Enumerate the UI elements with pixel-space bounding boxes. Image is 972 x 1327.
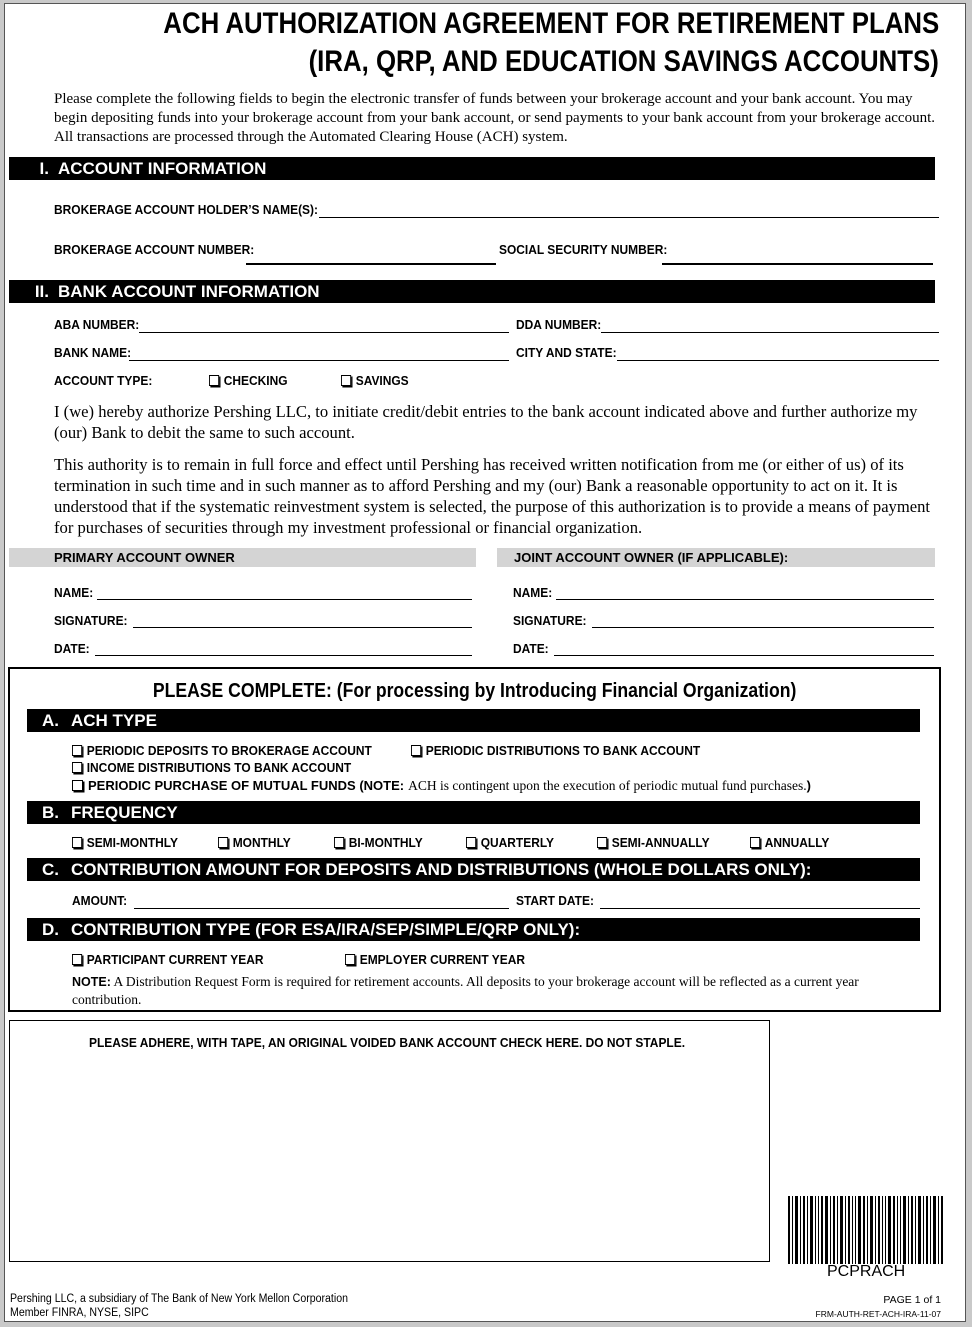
contribution-type-header <box>27 918 920 941</box>
ssn-label: SOCIAL SECURITY NUMBER: <box>499 242 668 257</box>
option-label: SEMI-MONTHLY <box>86 835 178 850</box>
barcode <box>788 1196 945 1264</box>
contribution-amount-header <box>27 858 920 881</box>
ach-type-header <box>27 709 920 732</box>
checkbox[interactable] <box>72 745 82 756</box>
joint-date-field[interactable] <box>554 655 934 656</box>
note-close-paren: ) <box>806 778 812 793</box>
city-state-field[interactable] <box>617 360 939 361</box>
amount-label: AMOUNT: <box>72 893 128 908</box>
start-date-label: START DATE: <box>516 893 594 908</box>
option-employer-current-year[interactable] <box>345 952 525 968</box>
account-number-label: BROKERAGE ACCOUNT NUMBER: <box>54 242 255 257</box>
section-title: CONTRIBUTION TYPE (FOR ESA/IRA/SEP/SIMPLE/QRP ONLY): <box>71 920 581 939</box>
distribution-note <box>72 973 928 1008</box>
section-number: II. <box>34 282 49 301</box>
account-type-label: ACCOUNT TYPE: <box>54 373 153 388</box>
authority-paragraph: This authority is to remain in full force and effect until Pershing has received written notification from me (or either of us) of its termination in such time and in such manner as to afford Pershing and my (our) Bank a reasonable opportunity to act on it. It is understood that if the systematic reinvestment system is selected, the purpose of this authorization is to provide a means of payment for purchases of securities through my investment professional or financial organization. <box>54 455 931 537</box>
joint-signature-field[interactable] <box>592 627 934 628</box>
voided-check-instruction: PLEASE ADHERE, WITH TAPE, AN ORIGINAL VOIDED BANK ACCOUNT CHECK HERE. DO NOT STAPLE. <box>89 1035 686 1050</box>
account-number-field[interactable] <box>246 263 496 265</box>
option-bi-monthly[interactable] <box>334 835 423 851</box>
note-text: A Distribution Request Form is required for retirement accounts. All deposits to your brokerage account will be reflected as a current year contribution. <box>72 974 859 1007</box>
option-monthly[interactable] <box>218 835 291 851</box>
barcode-graphic <box>788 1196 945 1264</box>
option-semi-annually[interactable] <box>597 835 710 851</box>
option-label: ANNUALLY <box>764 835 830 850</box>
savings-option[interactable] <box>341 373 409 389</box>
option-label: PARTICIPANT CURRENT YEAR <box>86 952 264 967</box>
option-periodic-purchase[interactable] <box>72 777 811 795</box>
footer-company: Pershing LLC, a subsidiary of The Bank of New York Mellon Corporation <box>10 1293 348 1305</box>
section-title: FREQUENCY <box>71 803 178 822</box>
option-annually[interactable] <box>750 835 829 851</box>
checkbox[interactable] <box>411 745 421 756</box>
bank-name-label: BANK NAME: <box>54 345 132 360</box>
option-label: MONTHLY <box>232 835 291 850</box>
checkbox[interactable] <box>341 375 351 386</box>
checkbox[interactable] <box>345 954 355 965</box>
please-complete-subtitle: (For processing by Introducing Financial Organization) <box>336 680 797 702</box>
note-text: ACH is contingent upon the execution of periodic mutual fund purchases. <box>408 778 807 793</box>
checkbox[interactable] <box>334 837 344 848</box>
section-title: BANK ACCOUNT INFORMATION <box>58 282 320 301</box>
voided-check-area[interactable] <box>9 1020 770 1262</box>
joint-owner-header: JOINT ACCOUNT OWNER (IF APPLICABLE): <box>497 548 935 567</box>
intro-paragraph: Please complete the following fields to begin the electronic transfer of funds between your brokerage account and your bank account. You may begin depositing funds into your brokerage account from your bank account, or send payments to your bank account from your brokerage account. All transactions are processed through the Automated Clearing House (ACH) system. <box>54 91 935 145</box>
checkbox[interactable] <box>209 375 219 386</box>
section-letter: A. <box>42 711 59 730</box>
authorization-paragraph: I (we) hereby authorize Pershing LLC, to initiate credit/debit entries to the bank account indicated above and further authorize my (our) Bank to debit the same to such account. <box>54 402 918 442</box>
option-label: SEMI-ANNUALLY <box>611 835 710 850</box>
please-complete-title: PLEASE COMPLETE: <box>152 680 332 702</box>
form-page <box>4 3 966 1322</box>
checkbox[interactable] <box>218 837 228 848</box>
option-label: BI-MONTHLY <box>348 835 423 850</box>
primary-name-label: NAME: <box>54 585 94 600</box>
option-label: QUARTERLY <box>480 835 555 850</box>
option-participant-current-year[interactable] <box>72 952 263 968</box>
joint-name-label: NAME: <box>513 585 553 600</box>
primary-signature-field[interactable] <box>133 627 472 628</box>
joint-date-label: DATE: <box>513 641 549 656</box>
please-complete-box <box>8 667 941 1012</box>
option-label: INCOME DISTRIBUTIONS TO BANK ACCOUNT <box>86 760 352 775</box>
option-label: EMPLOYER CURRENT YEAR <box>359 952 525 967</box>
checkbox[interactable] <box>72 780 83 791</box>
section-title: CONTRIBUTION AMOUNT FOR DEPOSITS AND DISTRIBUTIONS (WHOLE DOLLARS ONLY): <box>71 860 812 879</box>
joint-signature-label: SIGNATURE: <box>513 613 587 628</box>
checkbox[interactable] <box>750 837 760 848</box>
option-income-distributions[interactable] <box>72 760 351 776</box>
option-periodic-distributions[interactable] <box>411 743 700 759</box>
checking-option[interactable] <box>209 373 288 389</box>
bank-name-field[interactable] <box>129 360 509 361</box>
primary-date-label: DATE: <box>54 641 90 656</box>
barcode-code: PCPRACH <box>827 1263 906 1280</box>
option-label: PERIODIC PURCHASE OF MUTUAL FUNDS <box>88 778 356 793</box>
city-state-label: CITY AND STATE: <box>516 345 617 360</box>
please-complete-heading <box>10 679 939 703</box>
form-title-line-1: ACH AUTHORIZATION AGREEMENT FOR RETIREMENT PLANS <box>163 7 939 40</box>
section-letter: B. <box>42 803 59 822</box>
section-bank-account-header <box>9 280 935 303</box>
note-label: NOTE: <box>72 975 111 989</box>
frequency-header <box>27 801 920 824</box>
checkbox[interactable] <box>466 837 476 848</box>
option-label: PERIODIC DEPOSITS TO BROKERAGE ACCOUNT <box>86 743 372 758</box>
checkbox[interactable] <box>72 837 82 848</box>
aba-number-field[interactable] <box>139 332 509 333</box>
page-number: PAGE 1 of 1 <box>883 1294 941 1306</box>
form-title-line-2: (IRA, QRP, AND EDUCATION SAVINGS ACCOUNTS) <box>308 45 939 78</box>
amount-field[interactable] <box>134 908 509 909</box>
section-account-information-header <box>9 157 935 180</box>
ssn-field[interactable] <box>662 263 933 265</box>
section-title: ACH TYPE <box>71 711 157 730</box>
holder-names-field[interactable] <box>319 217 939 218</box>
start-date-field[interactable] <box>600 908 920 909</box>
checkbox[interactable] <box>72 762 82 773</box>
aba-number-label: ABA NUMBER: <box>54 317 140 332</box>
primary-owner-header: PRIMARY ACCOUNT OWNER <box>9 548 476 567</box>
primary-date-field[interactable] <box>95 655 472 656</box>
option-label: PERIODIC DISTRIBUTIONS TO BANK ACCOUNT <box>425 743 701 758</box>
primary-name-field[interactable] <box>97 599 472 600</box>
footer-membership: Member FINRA, NYSE, SIPC <box>10 1307 149 1319</box>
option-semi-monthly[interactable] <box>72 835 178 851</box>
section-letter: C. <box>42 860 59 879</box>
option-quarterly[interactable] <box>466 835 554 851</box>
checkbox[interactable] <box>597 837 607 848</box>
checkbox[interactable] <box>72 954 82 965</box>
section-title: ACCOUNT INFORMATION <box>58 159 267 178</box>
primary-signature-label: SIGNATURE: <box>54 613 128 628</box>
joint-name-field[interactable] <box>556 599 934 600</box>
note-label: (NOTE: <box>359 778 405 793</box>
holder-names-label: BROKERAGE ACCOUNT HOLDER’S NAME(S): <box>54 202 319 217</box>
option-periodic-deposits[interactable] <box>72 743 372 759</box>
checking-label: CHECKING <box>223 373 288 388</box>
form-code: FRM-AUTH-RET-ACH-IRA-11-07 <box>815 1309 941 1319</box>
dda-number-field[interactable] <box>601 332 939 333</box>
savings-label: SAVINGS <box>355 373 409 388</box>
dda-number-label: DDA NUMBER: <box>516 317 602 332</box>
section-letter: D. <box>42 920 59 939</box>
section-number: I. <box>39 159 49 178</box>
